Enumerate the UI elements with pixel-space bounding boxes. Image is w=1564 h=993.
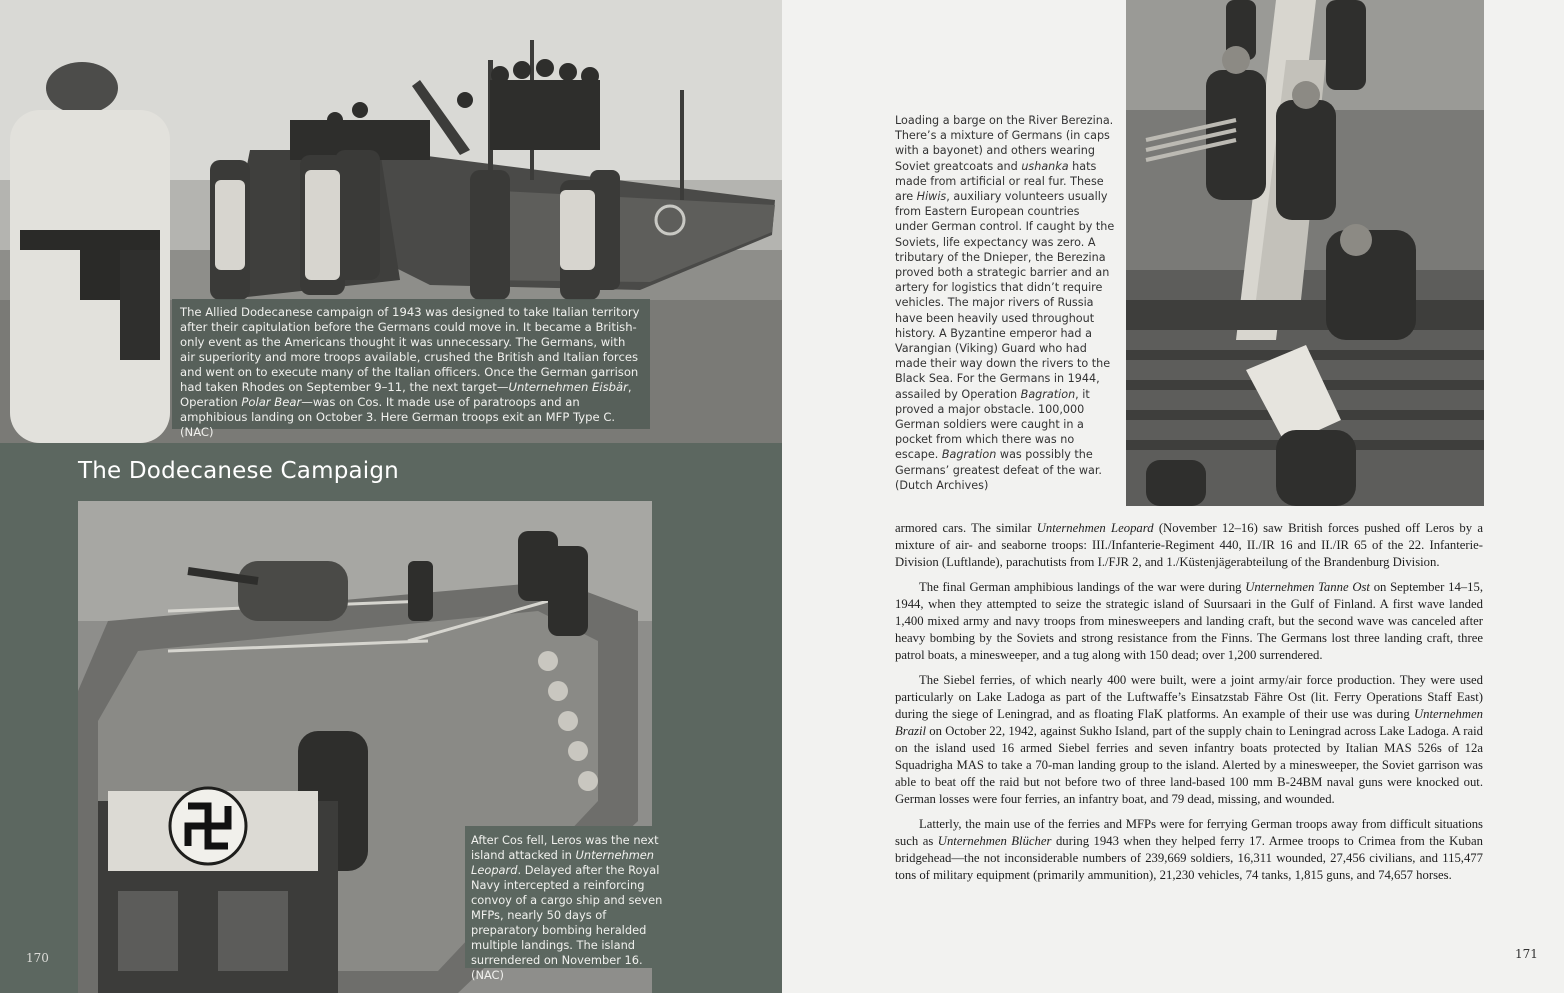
italic-run: Unternehmen Tanne Ost	[1245, 580, 1370, 594]
text-run: during 1943 when they helped ferry 17. Armee troops to Crimea from the Kuban bridgehead—the not inconsiderable numbers of 239,669 soldiers, 16,311 wounded, 27,456 civilians, and 115,477 tons of military equipment (primarily ammunition), 21,230 vehicles, 74 tanks, 1,815 guns, and 74,657 horses.	[895, 834, 1483, 882]
text-run: Latterly, the main use of the ferries and MFPs were for ferrying German troops away from difficult situations such as	[895, 817, 1483, 848]
barge-photo-caption	[895, 113, 1115, 493]
italic-run: Bagration	[1020, 387, 1076, 401]
text-run: was possibly the Germans’ greatest defeat of the war. (Dutch Archives)	[895, 448, 1102, 492]
body-paragraph-3	[895, 672, 1483, 808]
italic-run: Unternehmen Brazil	[895, 707, 1483, 738]
text-run: The final German amphibious landings of the war were during	[919, 580, 1246, 594]
body-paragraph-2	[895, 579, 1483, 664]
top-photo-caption	[172, 299, 650, 439]
page-number-right: 171	[1515, 947, 1538, 961]
landing-craft-beach-photo	[0, 0, 782, 443]
section-title: The Dodecanese Campaign	[78, 458, 399, 484]
text-run: hats made from artificial or real fur. These are	[895, 159, 1104, 204]
berezina-barge-photo	[1126, 0, 1484, 506]
text-run: armored cars. The similar	[895, 521, 1037, 535]
text-run: , auxiliary volunteers usually from Eastern European countries under German control. If caught by the Soviets, life expectancy was zero. A tributary of the Dnieper, the Berezina proved both a strategic barrier and an artery for logistics that didn’t require vehicles. The major rivers of Russia have been heavily used throughout history. A Byzantine emperor had a Varangian (Viking) Guard who had made their way down the rivers to the Black Sea. For the Germans in 1944, assailed by Operation	[895, 190, 1115, 401]
body-text	[895, 520, 1483, 892]
text-run: , it proved a major obstacle. 100,000 German soldiers were caught in a pocket from which there was no escape.	[895, 387, 1090, 462]
side-caption-text	[895, 113, 1115, 493]
text-run: . Delayed after the Royal Navy intercepted a reinforcing convoy of a cargo ship and seven MFPs, nearly 50 days of preparatory bombing heralded multiple landings. The island surrendered on November 16. (NAC)	[471, 863, 663, 982]
text-run: , Operation	[180, 380, 632, 409]
text-run: —was on Cos. It made use of paratroops and an amphibious landing on October 3. Here German troops exit an MFP Type C. (NAC)	[180, 395, 616, 439]
right-page	[782, 0, 1564, 993]
italic-run: Polar Bear	[241, 395, 302, 409]
text-run: The Siebel ferries, of which nearly 400 were built, were a joint army/air force production. They were used particularly on Lake Ladoga as part of the Luftwaffe’s Einsatzstab Fähre Ost (lit. Ferry Operations Staff East) during the siege of Leningrad, and as floating FlaK platforms. An example of their use was during	[895, 673, 1483, 721]
top-caption-text	[180, 305, 642, 440]
text-run: on September 14–15, 1944, when they attempted to seize the strategic island of Suursaari in the Gulf of Finland. A first wave landed 1,400 mixed army and navy troops from minesweepers and landing craft, but the second wave was canceled after heavy bombing by the Soviets and strong resistance from the Finns. The Germans lost three landing craft, three patrol boats, a minesweeper, and a tug along with 150 dead; over 1,200 surrendered.	[895, 580, 1483, 662]
text-run: After Cos fell, Leros was the next island attacked in	[471, 833, 659, 862]
italic-run: Unternehmen Leopard	[1036, 521, 1154, 535]
italic-run: Unternehmen Blücher	[937, 834, 1052, 848]
text-run: The Allied Dodecanese campaign of 1943 was designed to take Italian territory after their capitulation before the Germans could move in. It became a British-only event as the Americans thought it was unnecessary. The Germans, with air superiority and more troops available, crushed the British and Italian forces and went on to execute many of the Italian officers. Once the German garrison had taken Rhodes on September 9–11, the next target—	[180, 305, 640, 394]
bottom-photo-caption	[465, 826, 677, 982]
body-paragraph-1	[895, 520, 1483, 571]
text-run: Loading a barge on the River Berezina. There’s a mixture of Germans (in caps with a bayonet) and others wearing Soviet greatcoats and	[895, 114, 1114, 173]
italic-run: Bagration	[941, 448, 997, 462]
text-run: (November 12–16) saw British forces pushed off Leros by a mixture of air- and seaborne troops: III./Infanterie-Regiment 440, II./IR 16 and II./IR 65 of the 22. Infanterie-Division (Luftlande), parachutists from I./FJR 2, and 1./Küstenjägerabteilung of the Brandenburg Division.	[895, 521, 1483, 569]
page-number-left: 170	[26, 951, 49, 965]
text-run: on October 22, 1942, against Sukho Island, part of the supply chain to Leningrad across Lake Ladoga. A raid on the island used 16 armed Siebel ferries and seven infantry boats protected by Italian MAS 526s of 12a Squadrigha MAS to take a 70-man landing group to the island. Alerted by a minesweeper, the Soviet garrison was able to beat off the raid but not before two of three land-based 100 mm B-24BM naval guns were knocked out. German losses were four ferries, an infantry boat, and 79 dead, missing, and wounded.	[895, 724, 1483, 806]
italic-run: Unternehmen Eisbär	[508, 380, 628, 394]
italic-run: Hiwis	[916, 190, 947, 204]
bottom-caption-text	[471, 833, 671, 983]
italic-run: Unternehmen Leopard	[471, 848, 655, 877]
body-paragraph-4	[895, 816, 1483, 884]
italic-run: ushanka	[1021, 159, 1069, 173]
